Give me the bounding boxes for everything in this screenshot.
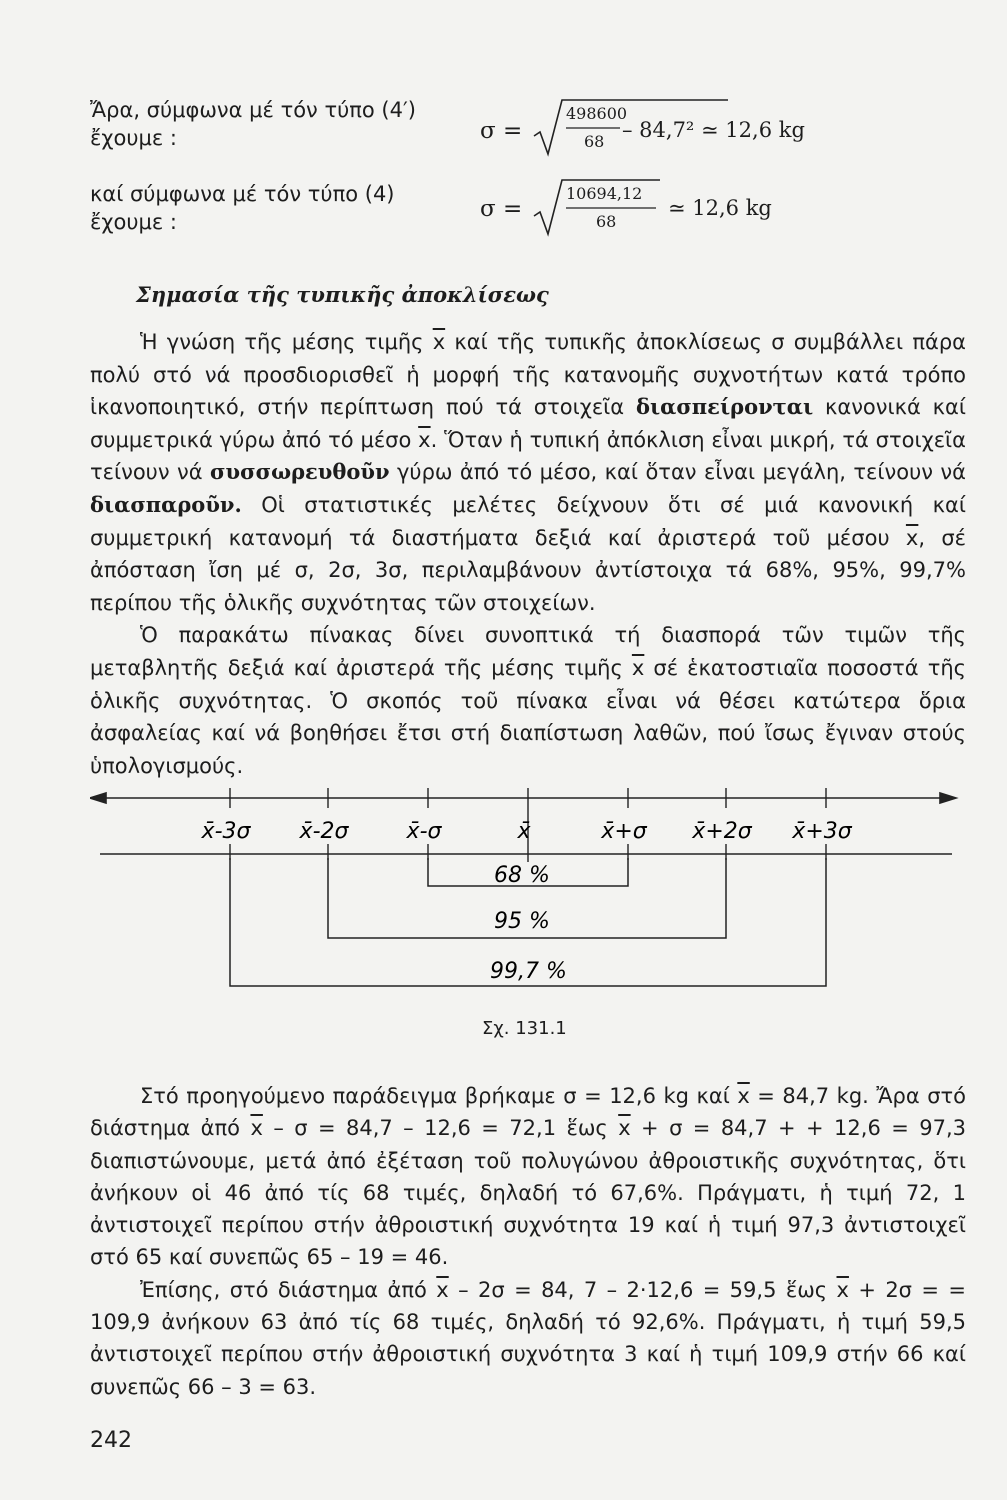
formula1-tail: – 84,7² ≃ 12,6 kg xyxy=(622,118,805,142)
formula2-numerator: 10694,12 xyxy=(566,184,643,203)
page-number: 242 xyxy=(90,1428,132,1453)
distribution-figure xyxy=(90,780,966,1020)
formula2-lhs: σ = xyxy=(480,196,523,222)
formula2-denominator: 68 xyxy=(596,212,617,231)
tick-label: x̄ xyxy=(517,819,531,844)
formula1-lhs: σ = xyxy=(480,118,523,144)
pct-997-label: 99,7 % xyxy=(490,959,567,984)
tick-label: x̄+2σ xyxy=(692,819,752,844)
paragraph-3: Στό προηγούμενο παράδειγμα βρήκαμε σ = 12,6 kg καί $\overline{x} = 84,7$ kg. Ἄρα στό διάστημα ἀπό $\overline{x} - \sigma = 84,7 - 12,6 = 72,1$ ἕως $\overline{x} + \sigma = 84,7$ + + 12,6 = 97,3 διαπιστώνουμε, μετά ἀπό ἐξέταση τοῦ πολυγώνου ἀθροιστικῆς συχνότητας, ὅτι ἀνήκουν οἱ 46 ἀπό τίς 68 τιμές, δηλαδή τό 67,6%. Πράγματι, ἡ τιμή 72, 1 ἀντιστοιχεῖ περίπου στήν ἀθροιστική συχνότητα 19 καί ἡ τιμή 97,3 ἀντιστοιχεῖ στό 65 καί συνεπῶς 65 – 19 = 46. xyxy=(90,1084,967,1270)
xbar: $\overline{x}$ xyxy=(418,427,431,452)
body-text-upper xyxy=(90,326,966,782)
section-title: Σημασία τῆς τυπικῆς ἀποκλίσεως xyxy=(136,282,549,307)
xbar: $\overline{x}$ xyxy=(836,1277,849,1302)
pct-68-label: 68 % xyxy=(494,863,550,888)
formula1-label-line1: Ἄρα, σύμφωνα μέ τόν τύπο (4′) xyxy=(90,98,416,122)
body-text-lower xyxy=(90,1080,966,1403)
formula2-label xyxy=(90,180,395,236)
xbar: $\overline{x}$ xyxy=(250,1116,263,1141)
tick-label: x̄-2σ xyxy=(299,819,349,844)
tick-label: x̄-σ xyxy=(406,819,442,844)
formula1-label-line2: ἔχουμε : xyxy=(90,126,177,150)
pct-95-label: 95 % xyxy=(494,909,550,934)
tick-label: x̄-3σ xyxy=(201,819,251,844)
paragraph-1: Ἡ γνώση τῆς μέσης τιμῆς $\overline{x}$ καί τῆς τυπικῆς ἀποκλίσεως σ συμβάλλει πάρα πολύ στό νά προσδιορισθεῖ ἡ μορφή τῆς κατανομῆς συχνοτήτων κατά τρόπο ἱκανοποιητικό, στήν περίπτωση πού τά στοιχεῖα διασπείρονται κανονικά καί συμμετρικά γύρω ἀπό τό μέσο $\overline{x}$. Ὅταν ἡ τυπική ἀπόκλιση εἶναι μικρή, τά στοιχεῖα τείνουν νά συσσωρευθοῦν γύρω ἀπό τό μέσο, καί ὅταν εἶναι μεγάλη, τείνουν νά διασπαροῦν. Οἱ στατιστικές μελέτες δείχνουν ὅτι σέ μιά κανονική καί συμμετρική κατανομή τά διαστήματα δεξιά καί ἀριστερά τοῦ μέσου $\overline{x}$, σέ ἀπόσταση ἴση μέ σ, 2σ, 3σ, περιλαμβάνουν ἀντίστοιχα τά 68%, 95%, 99,7% περίπου τῆς ὁλικῆς συχνότητας τῶν στοιχείων. xyxy=(90,330,967,615)
paragraph-4: Ἐπίσης, στό διάστημα ἀπό $\overline{x} - 2\sigma = 84$, 7 – 2·12,6 = 59,5 ἕως $\overline{x} + 2\sigma$ = = 109,9 ἀνήκουν 63 ἀπό τίς 68 τιμές, δηλαδή τό 92,6%. Πράγματι, ἡ τιμή 59,5 ἀντιστοιχεῖ περίπου στήν ἀθροιστική συχνότητα 3 καί ἡ τιμή 109,9 στήν 66 καί συνεπῶς 66 – 3 = 63. xyxy=(90,1277,966,1399)
xbar: $\overline{x}$ xyxy=(631,655,645,680)
formula2-label-line2: ἔχουμε : xyxy=(90,210,177,234)
tick-label: x̄+σ xyxy=(601,819,647,844)
xbar: $\overline{x}$ xyxy=(618,1116,631,1141)
formula1-label xyxy=(90,96,416,152)
formula2-label-line1: καί σύμφωνα μέ τόν τύπο (4) xyxy=(90,182,395,206)
xbar: $\overline{x}$ xyxy=(737,1084,750,1108)
xbar: $\overline{x}$ xyxy=(432,330,446,354)
formula1-denominator: 68 xyxy=(584,132,605,151)
formula1-numerator: 498600 xyxy=(566,104,628,123)
xbar: $\overline{x}$ xyxy=(436,1277,449,1302)
paragraph-2: Ὁ παρακάτω πίνακας δίνει συνοπτικά τή διασπορά τῶν τιμῶν τῆς μεταβλητῆς δεξιά καί ἀριστερά τῆς μέσης τιμῆς $\overline{x}$ σέ ἑκατοστιαῖα ποσοστά τῆς ὁλικῆς συχνότητας. Ὁ σκοπός τοῦ πίνακα εἶναι νά θέσει κατώτερα ὅρια ἀσφαλείας καί νά βοηθήσει ἔτσι στή διαπίστωση λαθῶν, πού ἴσως ἔγιναν στούς ὑπολογισμούς. xyxy=(90,623,966,778)
tick-label: x̄+3σ xyxy=(792,819,852,844)
figure-caption: Σχ. 131.1 xyxy=(482,1018,567,1039)
formula2-tail: ≃ 12,6 kg xyxy=(668,196,772,220)
xbar: $\overline{x}$ xyxy=(905,525,919,550)
